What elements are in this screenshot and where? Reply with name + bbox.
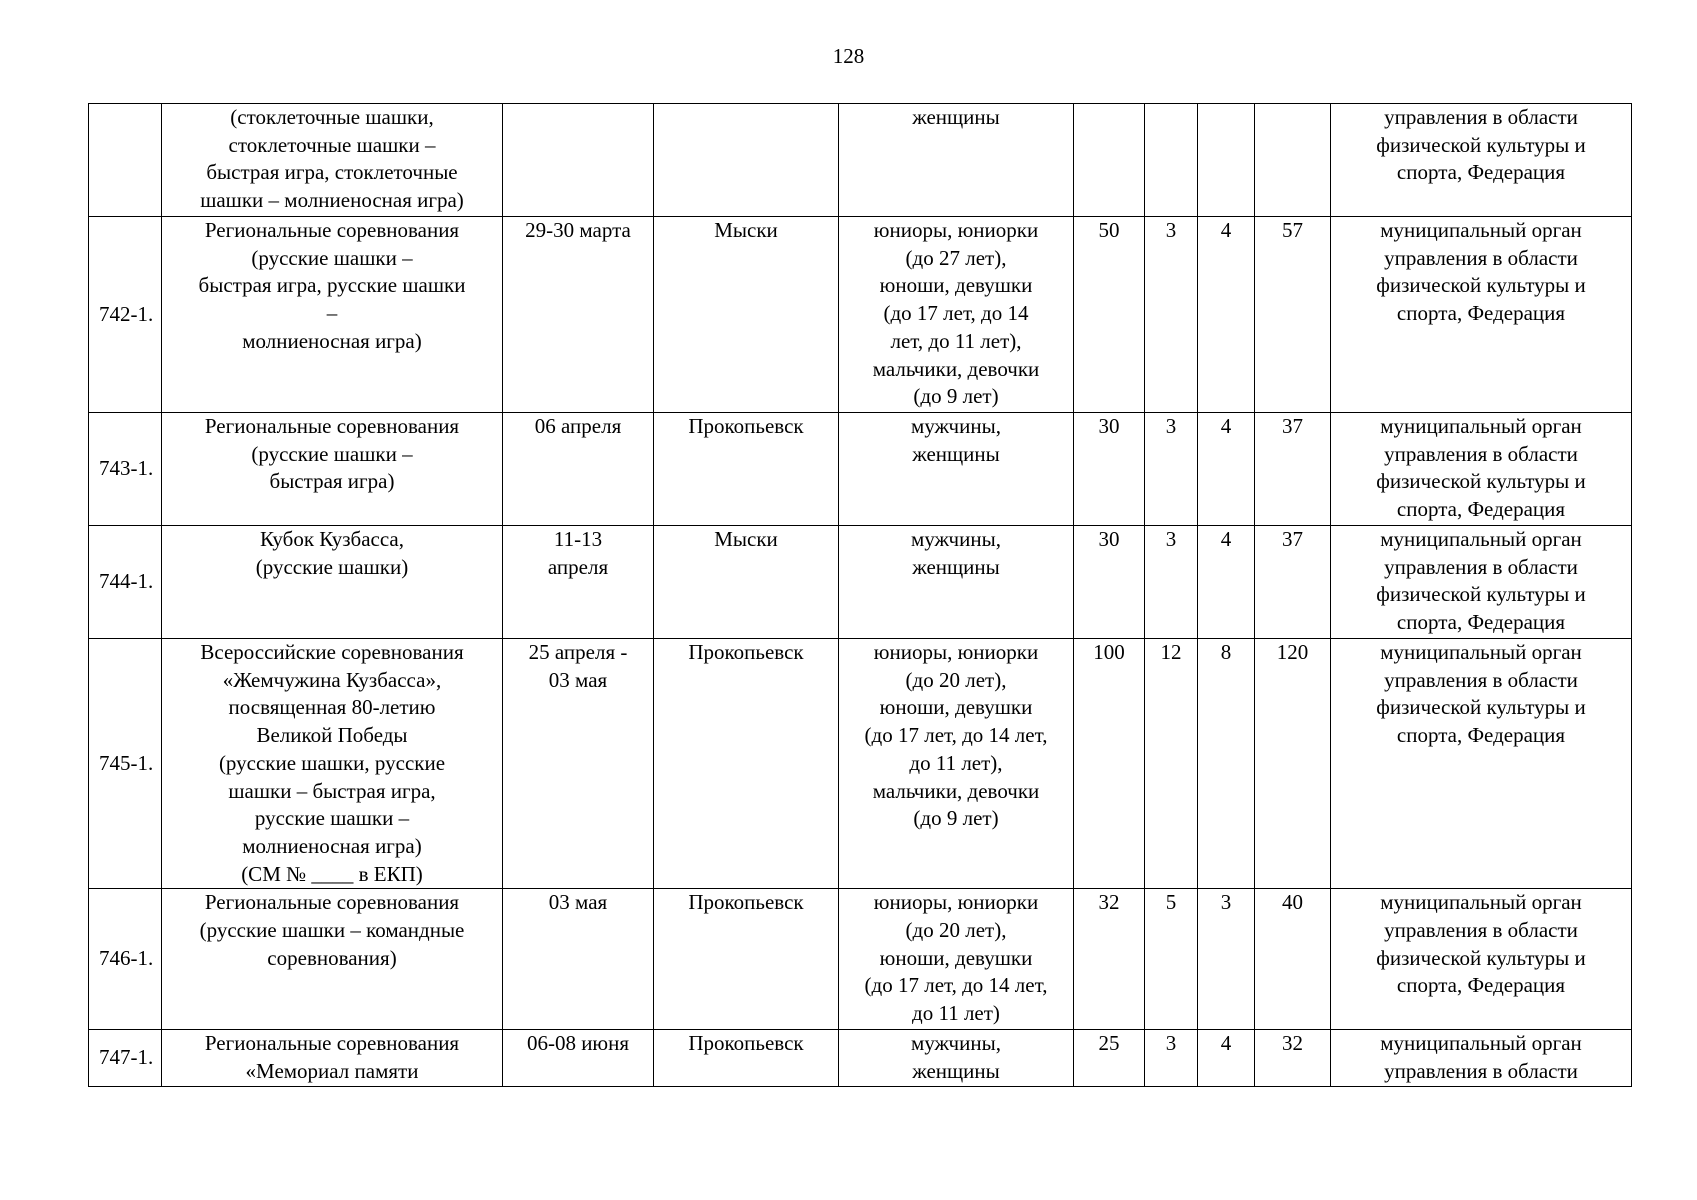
- cell-text-line: Региональные соревнования: [204, 218, 460, 242]
- cell-text-line: Великой Победы: [256, 723, 408, 748]
- count-4-cell: 37: [1255, 413, 1331, 526]
- table-row: [89, 1030, 1632, 1087]
- cell-text-line: управления в области: [1384, 918, 1578, 943]
- cell-text-line: 29-30 марта: [525, 218, 631, 242]
- cell-text-line: посвященная 80-летию: [228, 695, 436, 720]
- cell-text-line: муниципальный орган: [1380, 527, 1582, 551]
- cell-text-line: мужчины,: [911, 527, 1001, 551]
- cell-text-line: 03 мая: [548, 667, 608, 692]
- cell-text-line: (стоклеточные шашки,: [230, 105, 434, 129]
- cell-text-line: физической культуры и: [1376, 273, 1586, 298]
- table-body: [89, 104, 1632, 1087]
- cell-text-line: юниоры, юниорки: [873, 640, 1039, 664]
- cell-text-line: (до 27 лет),: [905, 245, 1007, 270]
- cell-text-line: физической культуры и: [1376, 695, 1586, 720]
- cell-text-line: (до 20 лет),: [905, 918, 1007, 943]
- participants-cell: [839, 639, 1074, 889]
- cell-text-line: мужчины,: [911, 414, 1001, 438]
- event-date-cell: [503, 413, 654, 526]
- cell-text-line: шашки – быстрая игра,: [228, 778, 436, 803]
- cell-text-line: юноши, девушки: [879, 695, 1033, 720]
- participants-cell: [839, 104, 1074, 217]
- cell-text-line: (русские шашки –: [251, 245, 413, 270]
- cell-text-line: управления в области: [1384, 554, 1578, 579]
- event-date-cell: [503, 526, 654, 639]
- cell-text-line: апреля: [547, 554, 609, 579]
- cell-text-line: управления в области: [1384, 441, 1578, 466]
- cell-text-line: 25 апреля -: [528, 640, 628, 664]
- cell-text-line: Кубок Кузбасса,: [260, 527, 404, 551]
- participants-cell: [839, 889, 1074, 1030]
- cell-text-line: управления в области: [1384, 667, 1578, 692]
- event-date-cell: [503, 104, 654, 217]
- event-date-cell: [503, 639, 654, 889]
- cell-text-line: (до 20 лет),: [905, 667, 1007, 692]
- cell-text-line: шашки – молниеносная игра): [200, 188, 464, 213]
- event-date-cell: [503, 217, 654, 413]
- cell-text-line: Прокопьевск: [688, 890, 804, 915]
- count-1-cell: 30: [1074, 526, 1145, 639]
- event-place-cell: [654, 889, 839, 1030]
- cell-text-line: 11-13: [553, 527, 603, 551]
- event-number-cell: 743-1.: [89, 413, 162, 526]
- cell-text-line: муниципальный орган: [1380, 218, 1582, 242]
- cell-text-line: физической культуры и: [1376, 945, 1586, 970]
- count-3-cell: [1198, 104, 1255, 217]
- table-row: [89, 889, 1632, 1030]
- cell-text-line: быстрая игра): [269, 469, 395, 494]
- event-name-cell: [162, 104, 503, 217]
- cell-text-line: спорта, Федерация: [1396, 723, 1566, 748]
- cell-text-line: муниципальный орган: [1380, 414, 1582, 438]
- count-1-cell: [1074, 104, 1145, 217]
- cell-text-line: быстрая игра, русские шашки: [198, 273, 466, 298]
- cell-text-line: спорта, Федерация: [1396, 160, 1566, 185]
- event-name-cell: [162, 1030, 503, 1087]
- table-row: [89, 104, 1632, 217]
- cell-text-line: Мыски: [714, 527, 778, 551]
- cell-text-line: Региональные соревнования: [204, 414, 460, 438]
- count-1-cell: 25: [1074, 1030, 1145, 1087]
- cell-text-line: женщины: [912, 554, 1000, 579]
- cell-text-line: до 11 лет),: [909, 750, 1003, 775]
- page-number: 128: [832, 44, 865, 68]
- count-3-cell: 4: [1198, 413, 1255, 526]
- cell-text-line: 03 мая: [548, 890, 608, 915]
- organizer-cell: [1331, 104, 1632, 217]
- count-2-cell: 3: [1145, 1030, 1198, 1087]
- cell-text-line: управления в области: [1384, 1059, 1578, 1084]
- cell-text-line: муниципальный орган: [1380, 1031, 1582, 1056]
- cell-text-line: спорта, Федерация: [1396, 973, 1566, 998]
- table-row: [89, 217, 1632, 413]
- table-row: [89, 413, 1632, 526]
- cell-text-line: спорта, Федерация: [1396, 301, 1566, 326]
- cell-text-line: муниципальный орган: [1380, 890, 1582, 915]
- cell-text-line: Прокопьевск: [688, 1031, 804, 1056]
- event-name-cell: [162, 413, 503, 526]
- participants-cell: [839, 413, 1074, 526]
- cell-text-line: (русские шашки –: [251, 441, 413, 466]
- event-name-cell: [162, 526, 503, 639]
- cell-text-line: (до 9 лет): [913, 806, 999, 831]
- cell-text-line: быстрая игра, стоклеточные: [206, 160, 458, 185]
- cell-text-line: физической культуры и: [1376, 132, 1586, 157]
- count-4-cell: 57: [1255, 217, 1331, 413]
- cell-text-line: молниеносная игра): [242, 328, 422, 353]
- event-number-cell: 746-1.: [89, 889, 162, 1030]
- count-3-cell: 4: [1198, 217, 1255, 413]
- cell-text-line: Прокопьевск: [688, 414, 804, 438]
- cell-text-line: спорта, Федерация: [1396, 610, 1566, 635]
- count-2-cell: 3: [1145, 413, 1198, 526]
- cell-text-line: управления в области: [1384, 245, 1578, 270]
- cell-text-line: до 11 лет): [912, 1001, 1000, 1026]
- count-4-cell: 40: [1255, 889, 1331, 1030]
- event-place-cell: [654, 104, 839, 217]
- cell-text-line: мальчики, девочки: [872, 356, 1040, 381]
- count-3-cell: 4: [1198, 1030, 1255, 1087]
- participants-cell: [839, 1030, 1074, 1087]
- count-4-cell: 37: [1255, 526, 1331, 639]
- count-3-cell: 8: [1198, 639, 1255, 889]
- cell-text-line: юноши, девушки: [879, 945, 1033, 970]
- cell-text-line: Региональные соревнования: [204, 1031, 460, 1056]
- event-place-cell: [654, 526, 839, 639]
- cell-text-line: женщины: [912, 1059, 1000, 1084]
- event-number-cell: 747-1.: [89, 1030, 162, 1087]
- count-1-cell: 100: [1074, 639, 1145, 889]
- event-date-cell: [503, 889, 654, 1030]
- cell-text-line: (русские шашки): [255, 554, 409, 579]
- event-name-cell: [162, 639, 503, 889]
- event-place-cell: [654, 1030, 839, 1087]
- count-2-cell: 5: [1145, 889, 1198, 1030]
- cell-text-line: молниеносная игра): [242, 833, 422, 858]
- cell-text-line: (русские шашки – командные: [199, 918, 465, 943]
- cell-text-line: физической культуры и: [1376, 582, 1586, 607]
- cell-text-line: (до 17 лет, до 14: [883, 301, 1029, 326]
- cell-text-line: женщины: [912, 441, 1000, 466]
- count-4-cell: [1255, 104, 1331, 217]
- cell-text-line: «Жемчужина Кузбасса»,: [222, 667, 442, 692]
- participants-cell: [839, 526, 1074, 639]
- count-1-cell: 32: [1074, 889, 1145, 1030]
- organizer-cell: [1331, 889, 1632, 1030]
- event-place-cell: [654, 639, 839, 889]
- cell-text-line: лет, до 11 лет),: [890, 328, 1022, 353]
- event-date-cell: [503, 1030, 654, 1087]
- cell-text-line: (до 9 лет): [913, 384, 999, 409]
- cell-text-line: Прокопьевск: [688, 640, 804, 664]
- cell-text-line: стоклеточные шашки –: [228, 132, 436, 157]
- organizer-cell: [1331, 217, 1632, 413]
- count-3-cell: 3: [1198, 889, 1255, 1030]
- event-number-cell: [89, 104, 162, 217]
- table-row: [89, 526, 1632, 639]
- count-4-cell: 32: [1255, 1030, 1331, 1087]
- cell-text-line: (до 17 лет, до 14 лет,: [864, 973, 1048, 998]
- cell-text-line: «Мемориал памяти: [245, 1059, 419, 1084]
- cell-text-line: (до 17 лет, до 14 лет,: [864, 723, 1048, 748]
- count-1-cell: 30: [1074, 413, 1145, 526]
- event-place-cell: [654, 217, 839, 413]
- cell-text-line: управления в области: [1384, 105, 1578, 129]
- event-number-cell: 745-1.: [89, 639, 162, 889]
- cell-text-line: 06 апреля: [534, 414, 622, 438]
- organizer-cell: [1331, 639, 1632, 889]
- event-place-cell: [654, 413, 839, 526]
- organizer-cell: [1331, 1030, 1632, 1087]
- cell-text-line: 06-08 июня: [526, 1031, 630, 1056]
- count-1-cell: 50: [1074, 217, 1145, 413]
- event-number-cell: 742-1.: [89, 217, 162, 413]
- cell-text-line: мужчины,: [911, 1031, 1001, 1056]
- cell-text-line: Всероссийские соревнования: [200, 640, 464, 664]
- cell-text-line: мальчики, девочки: [872, 778, 1040, 803]
- organizer-cell: [1331, 413, 1632, 526]
- event-number-cell: 744-1.: [89, 526, 162, 639]
- participants-cell: [839, 217, 1074, 413]
- count-2-cell: [1145, 104, 1198, 217]
- cell-text-line: Мыски: [714, 218, 778, 242]
- event-name-cell: [162, 889, 503, 1030]
- cell-text-line: спорта, Федерация: [1396, 497, 1566, 522]
- cell-text-line: юниоры, юниорки: [873, 890, 1039, 915]
- cell-text-line: соревнования): [267, 945, 397, 970]
- cell-text-line: юноши, девушки: [879, 273, 1033, 298]
- cell-text-line: (русские шашки, русские: [218, 750, 446, 775]
- count-4-cell: 120: [1255, 639, 1331, 889]
- count-2-cell: 12: [1145, 639, 1198, 889]
- count-2-cell: 3: [1145, 526, 1198, 639]
- table-row: [89, 639, 1632, 889]
- cell-text-line: (СМ № ____ в ЕКП): [241, 861, 423, 886]
- organizer-cell: [1331, 526, 1632, 639]
- cell-text-line: –: [326, 301, 338, 326]
- cell-text-line: физической культуры и: [1376, 469, 1586, 494]
- cell-text-line: русские шашки –: [254, 806, 410, 831]
- cell-text-line: женщины: [912, 105, 1000, 129]
- event-name-cell: [162, 217, 503, 413]
- cell-text-line: муниципальный орган: [1380, 640, 1582, 664]
- cell-text-line: юниоры, юниорки: [873, 218, 1039, 242]
- count-3-cell: 4: [1198, 526, 1255, 639]
- count-2-cell: 3: [1145, 217, 1198, 413]
- cell-text-line: Региональные соревнования: [204, 890, 460, 915]
- events-table: [88, 103, 1632, 1087]
